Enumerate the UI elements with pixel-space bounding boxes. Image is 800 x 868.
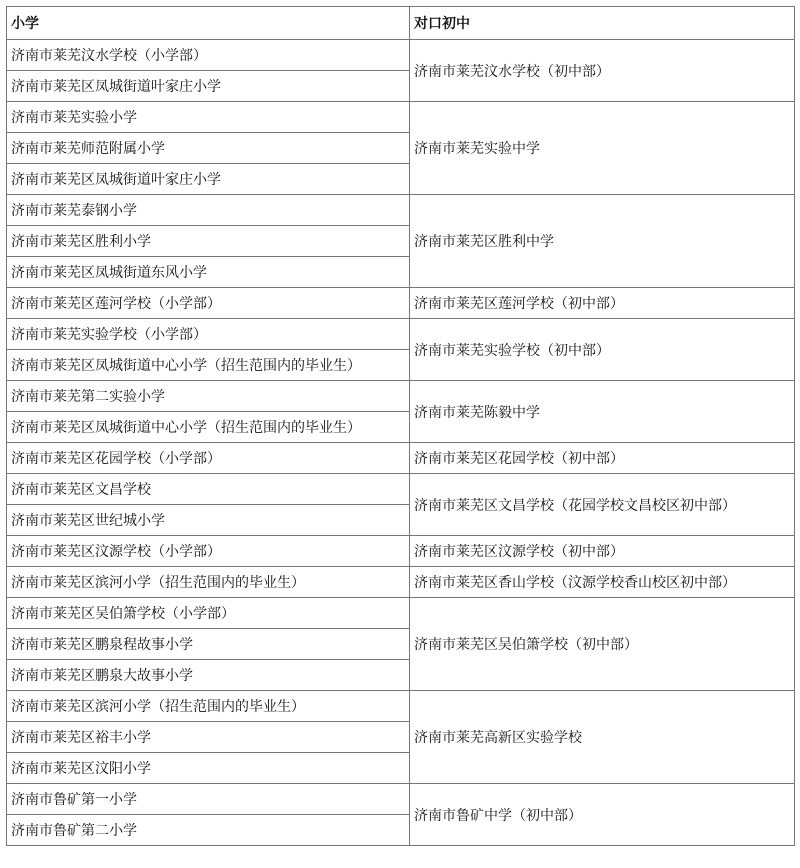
middle-school-cell: 济南市莱芜区莲河学校（初中部） <box>410 288 795 319</box>
primary-school-cell: 济南市莱芜区凤城街道中心小学（招生范围内的毕业生） <box>7 412 410 443</box>
table-row <box>7 102 795 133</box>
primary-school-cell: 济南市鲁矿第一小学 <box>7 784 410 815</box>
primary-school-cell: 济南市莱芜区莲河学校（小学部） <box>7 288 410 319</box>
middle-school-cell: 济南市莱芜区文昌学校（花园学校文昌校区初中部） <box>410 474 795 536</box>
primary-school-cell: 济南市莱芜实验小学 <box>7 102 410 133</box>
primary-school-cell: 济南市莱芜第二实验小学 <box>7 381 410 412</box>
middle-school-cell: 济南市莱芜区香山学校（汶源学校香山校区初中部） <box>410 567 795 598</box>
primary-school-cell: 济南市莱芜区胜利小学 <box>7 226 410 257</box>
table-row <box>7 195 795 226</box>
primary-school-cell: 济南市莱芜区滨河小学（招生范围内的毕业生） <box>7 691 410 722</box>
primary-school-cell: 济南市莱芜区世纪城小学 <box>7 505 410 536</box>
primary-school-cell: 济南市莱芜泰钢小学 <box>7 195 410 226</box>
primary-school-cell: 济南市莱芜区汶源学校（小学部） <box>7 536 410 567</box>
header-middle-school: 对口初中 <box>410 7 795 40</box>
primary-school-cell: 济南市莱芜实验学校（小学部） <box>7 319 410 350</box>
table-row <box>7 474 795 505</box>
school-mapping-table <box>6 6 795 846</box>
middle-school-cell: 济南市鲁矿中学（初中部） <box>410 784 795 846</box>
primary-school-cell: 济南市莱芜区鹏泉大故事小学 <box>7 660 410 691</box>
table-row <box>7 381 795 412</box>
primary-school-cell: 济南市莱芜区花园学校（小学部） <box>7 443 410 474</box>
table-row <box>7 443 795 474</box>
middle-school-cell: 济南市莱芜区胜利中学 <box>410 195 795 288</box>
table-row <box>7 567 795 598</box>
middle-school-cell: 济南市莱芜汶水学校（初中部） <box>410 40 795 102</box>
middle-school-cell: 济南市莱芜实验中学 <box>410 102 795 195</box>
table-row <box>7 691 795 722</box>
primary-school-cell: 济南市莱芜区凤城街道叶家庄小学 <box>7 71 410 102</box>
table-row <box>7 598 795 629</box>
primary-school-cell: 济南市鲁矿第二小学 <box>7 815 410 846</box>
primary-school-cell: 济南市莱芜汶水学校（小学部） <box>7 40 410 71</box>
primary-school-cell: 济南市莱芜区鹏泉程故事小学 <box>7 629 410 660</box>
middle-school-cell: 济南市莱芜区吴伯箫学校（初中部） <box>410 598 795 691</box>
middle-school-cell: 济南市莱芜实验学校（初中部） <box>410 319 795 381</box>
primary-school-cell: 济南市莱芜区凤城街道中心小学（招生范围内的毕业生） <box>7 350 410 381</box>
primary-school-cell: 济南市莱芜区凤城街道叶家庄小学 <box>7 164 410 195</box>
table-body <box>7 40 795 846</box>
table-row <box>7 536 795 567</box>
table-row <box>7 40 795 71</box>
middle-school-cell: 济南市莱芜区花园学校（初中部） <box>410 443 795 474</box>
primary-school-cell: 济南市莱芜区汶阳小学 <box>7 753 410 784</box>
middle-school-cell: 济南市莱芜高新区实验学校 <box>410 691 795 784</box>
primary-school-cell: 济南市莱芜区凤城街道东风小学 <box>7 257 410 288</box>
table-row <box>7 784 795 815</box>
header-primary-school: 小学 <box>7 7 410 40</box>
middle-school-cell: 济南市莱芜区汶源学校（初中部） <box>410 536 795 567</box>
middle-school-cell: 济南市莱芜陈毅中学 <box>410 381 795 443</box>
header-row <box>7 7 795 40</box>
primary-school-cell: 济南市莱芜区裕丰小学 <box>7 722 410 753</box>
primary-school-cell: 济南市莱芜区文昌学校 <box>7 474 410 505</box>
table-row <box>7 319 795 350</box>
table-row <box>7 288 795 319</box>
primary-school-cell: 济南市莱芜师范附属小学 <box>7 133 410 164</box>
primary-school-cell: 济南市莱芜区滨河小学（招生范围内的毕业生） <box>7 567 410 598</box>
primary-school-cell: 济南市莱芜区吴伯箫学校（小学部） <box>7 598 410 629</box>
